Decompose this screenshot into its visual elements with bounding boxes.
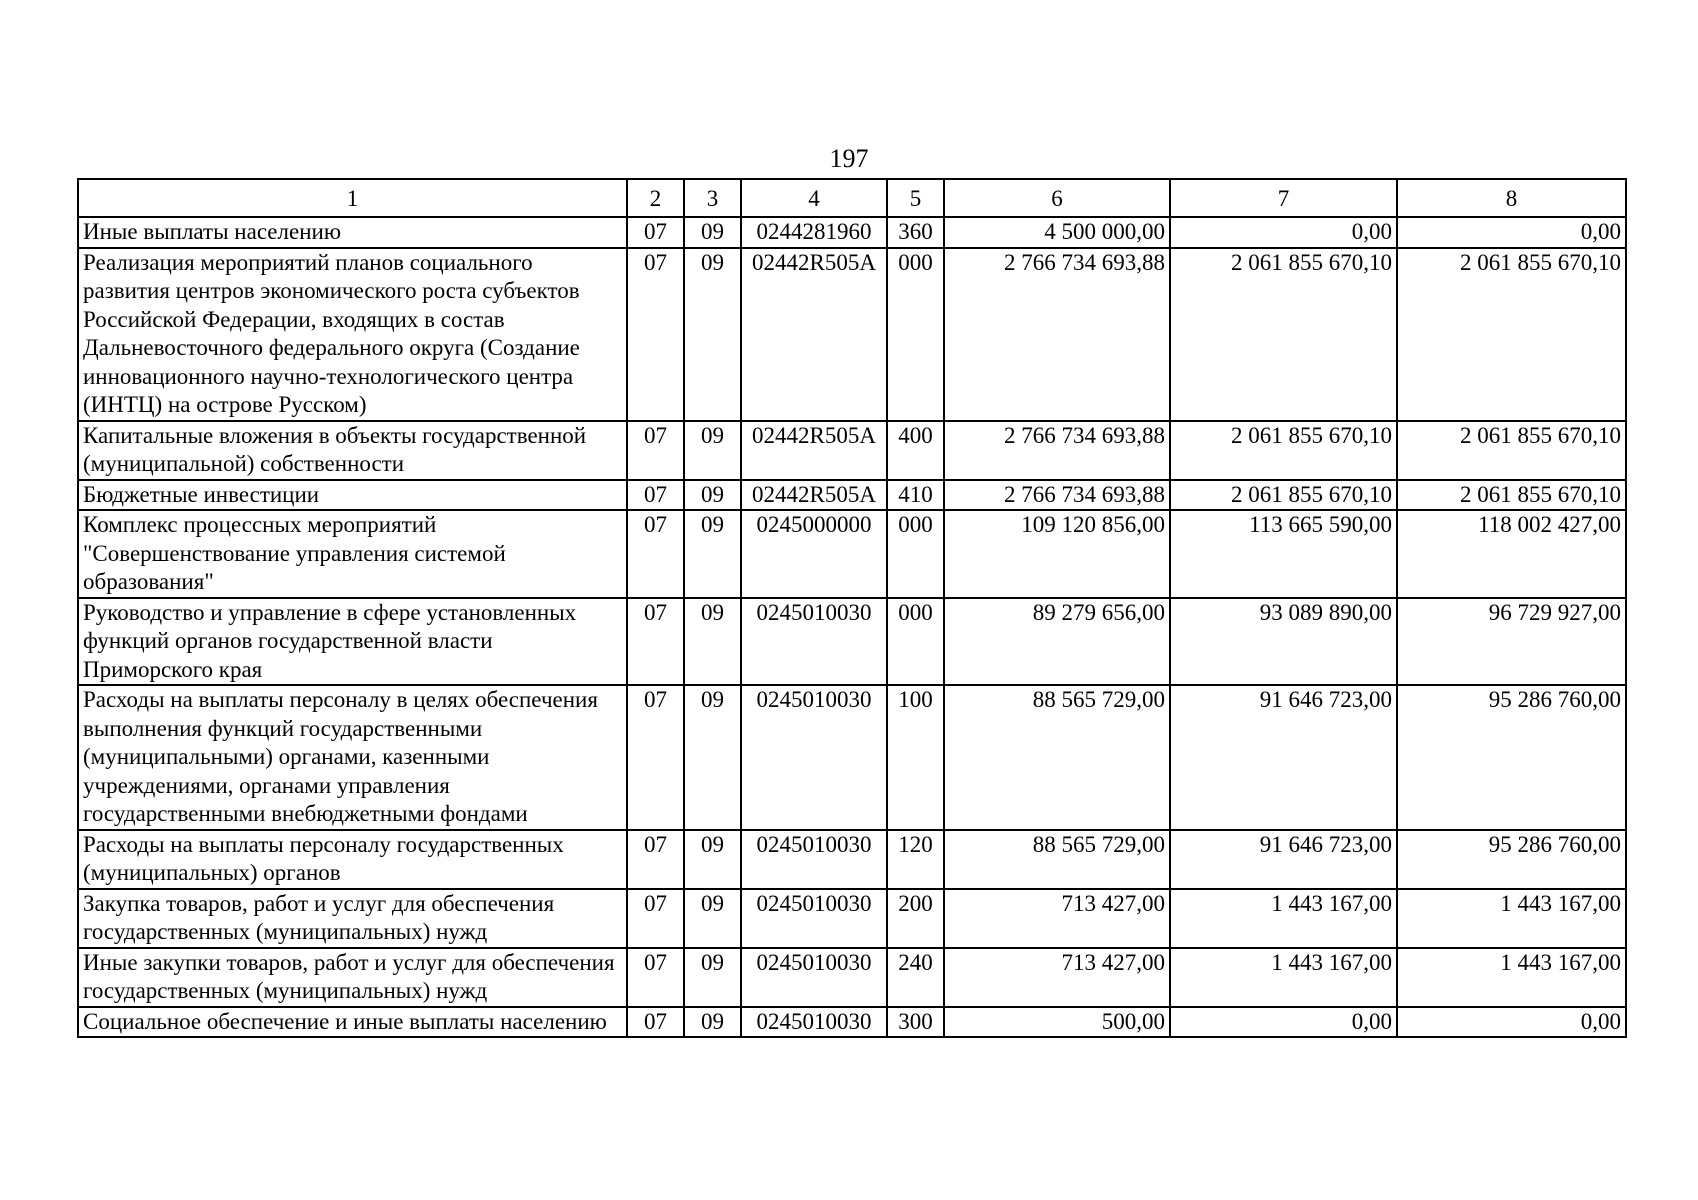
amount-col8: 95 286 760,00	[1397, 830, 1626, 889]
expense-type-code: 400	[887, 421, 944, 480]
target-article-code: 0245000000	[741, 510, 887, 598]
column-header: 4	[741, 179, 887, 217]
subsection-code: 09	[684, 510, 741, 598]
amount-col7: 1 443 167,00	[1170, 889, 1397, 948]
amount-col8: 2 061 855 670,10	[1397, 248, 1626, 421]
expense-type-code: 100	[887, 685, 944, 830]
amount-col8: 96 729 927,00	[1397, 598, 1626, 686]
amount-col6: 88 565 729,00	[944, 830, 1170, 889]
subsection-code: 09	[684, 480, 741, 511]
table-row	[78, 480, 1626, 511]
expense-type-code: 120	[887, 830, 944, 889]
row-name: Капитальные вложения в объекты государственной (муниципальной) собственности	[78, 421, 627, 480]
row-name: Комплекс процессных мероприятий "Совершенствование управления системой образования"	[78, 510, 627, 598]
amount-col7: 93 089 890,00	[1170, 598, 1397, 686]
subsection-code: 09	[684, 948, 741, 1007]
table-row	[78, 685, 1626, 830]
amount-col6: 2 766 734 693,88	[944, 421, 1170, 480]
target-article-code: 0245010030	[741, 830, 887, 889]
table-row	[78, 510, 1626, 598]
column-header: 6	[944, 179, 1170, 217]
row-name: Бюджетные инвестиции	[78, 480, 627, 511]
expense-type-code: 000	[887, 248, 944, 421]
page-number: 197	[829, 144, 869, 173]
target-article-code: 0245010030	[741, 685, 887, 830]
table-row	[78, 421, 1626, 480]
section-code: 07	[627, 217, 684, 248]
amount-col6: 88 565 729,00	[944, 685, 1170, 830]
table-row	[78, 830, 1626, 889]
target-article-code: 02442R505A	[741, 248, 887, 421]
section-code: 07	[627, 685, 684, 830]
target-article-code: 0245010030	[741, 598, 887, 686]
row-name: Закупка товаров, работ и услуг для обеспечения государственных (муниципальных) нужд	[78, 889, 627, 948]
target-article-code: 02442R505A	[741, 480, 887, 511]
target-article-code: 0244281960	[741, 217, 887, 248]
subsection-code: 09	[684, 421, 741, 480]
section-code: 07	[627, 510, 684, 598]
subsection-code: 09	[684, 685, 741, 830]
expense-type-code: 410	[887, 480, 944, 511]
column-header: 2	[627, 179, 684, 217]
column-header: 3	[684, 179, 741, 217]
amount-col7: 2 061 855 670,10	[1170, 421, 1397, 480]
section-code: 07	[627, 598, 684, 686]
column-header: 5	[887, 179, 944, 217]
amount-col6: 2 766 734 693,88	[944, 480, 1170, 511]
amount-col6: 2 766 734 693,88	[944, 248, 1170, 421]
amount-col7: 91 646 723,00	[1170, 685, 1397, 830]
amount-col8: 2 061 855 670,10	[1397, 421, 1626, 480]
budget-table	[77, 178, 1627, 1038]
column-header: 1	[78, 179, 627, 217]
section-code: 07	[627, 480, 684, 511]
table-row	[78, 598, 1626, 686]
amount-col7: 2 061 855 670,10	[1170, 480, 1397, 511]
amount-col8: 0,00	[1397, 1007, 1626, 1038]
table-row	[78, 889, 1626, 948]
amount-col6: 109 120 856,00	[944, 510, 1170, 598]
amount-col7: 0,00	[1170, 1007, 1397, 1038]
amount-col8: 2 061 855 670,10	[1397, 480, 1626, 511]
amount-col8: 1 443 167,00	[1397, 889, 1626, 948]
header-row	[78, 179, 1626, 217]
section-code: 07	[627, 248, 684, 421]
row-name: Расходы на выплаты персоналу в целях обеспечения выполнения функций государственными (муниципальными) органами, казенными учреждениями, органами управления государственными внебюджетными фондами	[78, 685, 627, 830]
subsection-code: 09	[684, 248, 741, 421]
amount-col6: 4 500 000,00	[944, 217, 1170, 248]
table-row	[78, 1007, 1626, 1038]
expense-type-code: 240	[887, 948, 944, 1007]
column-header: 8	[1397, 179, 1626, 217]
target-article-code: 0245010030	[741, 948, 887, 1007]
amount-col7: 1 443 167,00	[1170, 948, 1397, 1007]
subsection-code: 09	[684, 217, 741, 248]
amount-col6: 89 279 656,00	[944, 598, 1170, 686]
amount-col8: 95 286 760,00	[1397, 685, 1626, 830]
target-article-code: 02442R505A	[741, 421, 887, 480]
expense-type-code: 000	[887, 598, 944, 686]
amount-col7: 113 665 590,00	[1170, 510, 1397, 598]
subsection-code: 09	[684, 1007, 741, 1038]
row-name: Реализация мероприятий планов социального развития центров экономического роста субъектов Российской Федерации, входящих в состав Дальневосточного федерального округа (Создание инновационного научно-технологического центра (ИНТЦ) на острове Русском)	[78, 248, 627, 421]
row-name: Иные выплаты населению	[78, 217, 627, 248]
target-article-code: 0245010030	[741, 1007, 887, 1038]
expense-type-code: 360	[887, 217, 944, 248]
amount-col8: 118 002 427,00	[1397, 510, 1626, 598]
amount-col7: 91 646 723,00	[1170, 830, 1397, 889]
expense-type-code: 200	[887, 889, 944, 948]
table-row	[78, 248, 1626, 421]
section-code: 07	[627, 948, 684, 1007]
section-code: 07	[627, 421, 684, 480]
amount-col7: 0,00	[1170, 217, 1397, 248]
section-code: 07	[627, 1007, 684, 1038]
expense-type-code: 300	[887, 1007, 944, 1038]
section-code: 07	[627, 830, 684, 889]
row-name: Иные закупки товаров, работ и услуг для обеспечения государственных (муниципальных) нужд	[78, 948, 627, 1007]
amount-col8: 1 443 167,00	[1397, 948, 1626, 1007]
column-header: 7	[1170, 179, 1397, 217]
amount-col8: 0,00	[1397, 217, 1626, 248]
target-article-code: 0245010030	[741, 889, 887, 948]
table-row	[78, 948, 1626, 1007]
amount-col6: 713 427,00	[944, 948, 1170, 1007]
amount-col7: 2 061 855 670,10	[1170, 248, 1397, 421]
expense-type-code: 000	[887, 510, 944, 598]
section-code: 07	[627, 889, 684, 948]
amount-col6: 713 427,00	[944, 889, 1170, 948]
row-name: Расходы на выплаты персоналу государственных (муниципальных) органов	[78, 830, 627, 889]
row-name: Социальное обеспечение и иные выплаты населению	[78, 1007, 627, 1038]
subsection-code: 09	[684, 830, 741, 889]
amount-col6: 500,00	[944, 1007, 1170, 1038]
subsection-code: 09	[684, 889, 741, 948]
subsection-code: 09	[684, 598, 741, 686]
row-name: Руководство и управление в сфере установленных функций органов государственной власти Приморского края	[78, 598, 627, 686]
table-row	[78, 217, 1626, 248]
